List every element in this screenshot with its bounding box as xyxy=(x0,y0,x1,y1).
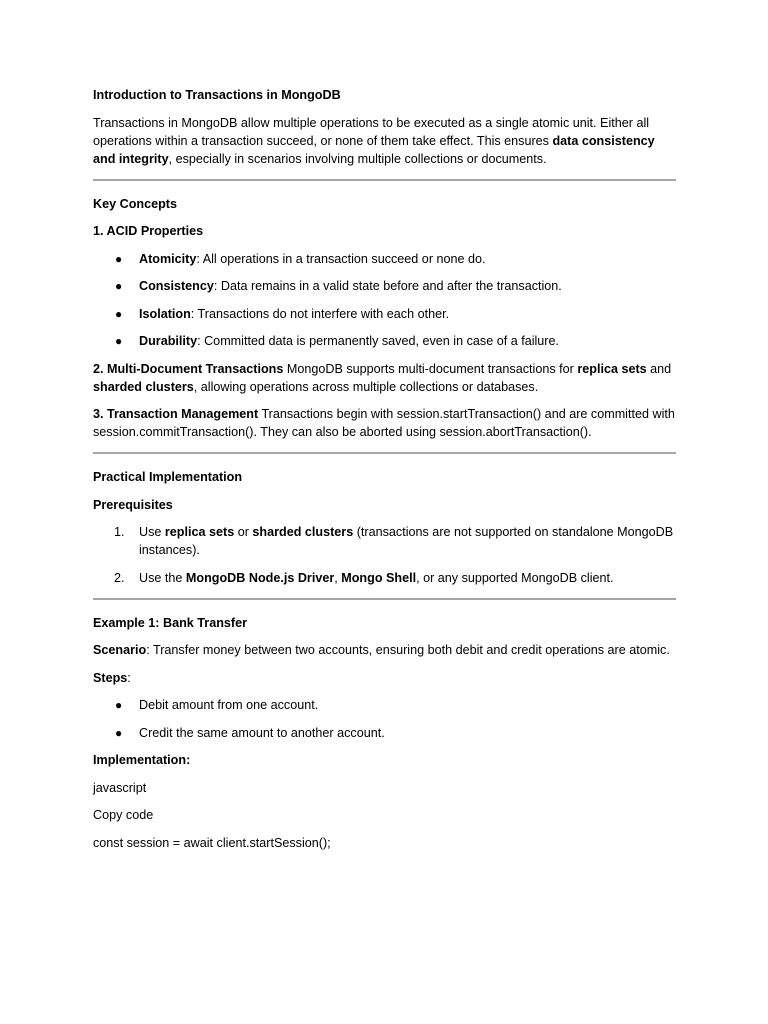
multi-doc-text: and xyxy=(646,361,672,376)
bullet-icon: ● xyxy=(115,306,123,321)
steps-list xyxy=(93,696,676,742)
multi-doc-title: 2. Multi-Document Transactions xyxy=(93,361,284,376)
intro-text-1: Transactions in MongoDB allow multiple operations to be executed as a single atomic unit. Either all operations within a transaction succeed, or none of them take effect. This ensures xyxy=(93,115,650,148)
key-concepts-title: Key Concepts xyxy=(93,196,177,211)
scenario-label: Scenario xyxy=(93,643,147,657)
steps-colon: : xyxy=(127,670,131,685)
list-number: 2. xyxy=(114,570,125,585)
step-text: Debit amount from one account. xyxy=(139,698,319,712)
divider xyxy=(93,452,676,454)
code-language: javascript xyxy=(93,780,147,795)
practical-title: Practical Implementation xyxy=(93,470,243,484)
prereq-text: Use xyxy=(139,525,165,539)
implementation-label: Implementation: xyxy=(93,753,191,767)
intro-title: Introduction to Transactions in MongoDB xyxy=(93,88,341,102)
scenario-text: : Transfer money between two accounts, ensuring both debit and credit operations are atomic. xyxy=(146,643,670,657)
prereq-text: or xyxy=(234,525,253,539)
list-item xyxy=(93,305,676,323)
steps-heading xyxy=(93,669,676,687)
code-line: const session = await client.startSession(); xyxy=(93,835,331,850)
acid-desc: : All operations in a transaction succeed or none do. xyxy=(196,251,486,266)
acid-term: Isolation xyxy=(139,306,191,321)
intro-paragraph xyxy=(93,114,676,168)
prereq-text: , xyxy=(334,570,342,585)
acid-term: Atomicity xyxy=(139,251,197,266)
list-item xyxy=(93,569,676,587)
prereq-bold: replica sets xyxy=(164,525,235,539)
prereq-text: Use the xyxy=(139,570,186,585)
example1-title: Example 1: Bank Transfer xyxy=(93,615,247,630)
acid-title: 1. ACID Properties xyxy=(93,224,204,238)
mgmt-text: Transactions begin with session.startTransaction() and are committed with session.commitTransaction(). They can also be aborted using session.abortTransaction(). xyxy=(93,407,675,439)
bullet-icon: ● xyxy=(115,334,123,348)
acid-desc: : Committed data is permanently saved, even in case of a failure. xyxy=(197,334,559,348)
divider xyxy=(93,179,676,181)
acid-desc: : Transactions do not interfere with each other. xyxy=(190,306,450,321)
acid-desc: : Data remains in a valid state before and after the transaction. xyxy=(213,279,562,293)
intro-text-2: , especially in scenarios involving multiple collections or documents. xyxy=(168,151,547,166)
list-item xyxy=(93,332,676,350)
list-number: 1. xyxy=(114,525,125,539)
bullet-icon: ● xyxy=(115,725,123,740)
mgmt-paragraph xyxy=(93,405,676,441)
multi-doc-paragraph xyxy=(93,360,676,396)
prereq-text: , or any supported MongoDB client. xyxy=(416,570,614,585)
prereq-bold: MongoDB Node.js Driver xyxy=(185,570,335,585)
mgmt-title: 3. Transaction Management xyxy=(93,407,259,421)
prereq-bold: sharded clusters xyxy=(252,525,354,539)
divider xyxy=(93,598,676,600)
document-page xyxy=(93,86,676,861)
multi-doc-text: , allowing operations across multiple collections or databases. xyxy=(193,379,539,394)
copy-code-button[interactable]: Copy code xyxy=(93,808,154,822)
multi-doc-bold: replica sets xyxy=(577,361,647,376)
multi-doc-text: MongoDB supports multi-document transactions for xyxy=(283,361,578,376)
bullet-icon: ● xyxy=(115,698,123,712)
multi-doc-bold: sharded clusters xyxy=(93,379,194,394)
bullet-icon: ● xyxy=(115,251,123,266)
scenario-paragraph xyxy=(93,641,676,659)
steps-label: Steps xyxy=(93,670,128,685)
acid-term: Durability xyxy=(139,334,198,348)
prereq-bold: Mongo Shell xyxy=(341,570,417,585)
list-item xyxy=(93,696,676,714)
list-item xyxy=(93,277,676,295)
step-text: Credit the same amount to another account. xyxy=(139,725,385,740)
list-item xyxy=(93,250,676,268)
acid-term: Consistency xyxy=(139,279,214,293)
acid-list xyxy=(93,250,676,351)
list-item xyxy=(93,724,676,742)
prereq-list xyxy=(93,523,676,587)
list-item xyxy=(93,523,676,559)
prereq-title: Prerequisites xyxy=(93,497,173,512)
intro-bold: data consistency and integrity xyxy=(93,133,655,166)
prereq-text: (transactions are not supported on standalone MongoDB instances). xyxy=(139,525,674,557)
bullet-icon: ● xyxy=(115,279,123,293)
